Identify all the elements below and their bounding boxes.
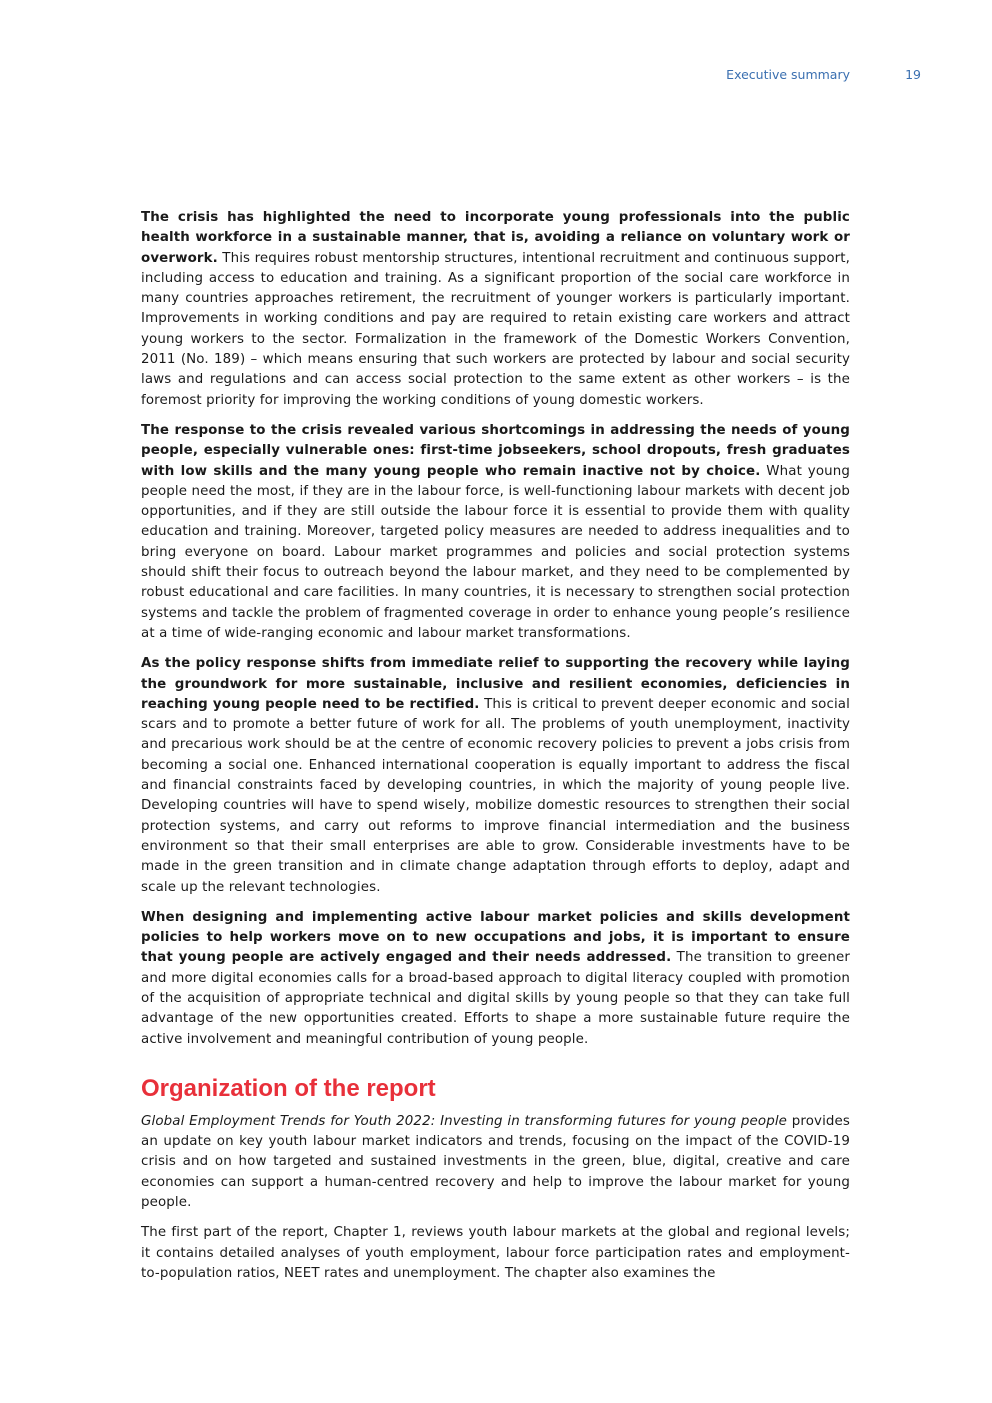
paragraph-public-health-workforce [141,208,850,411]
paragraph-report-intro [141,1112,850,1213]
paragraph-lead: The crisis has highlighted the need to incorporate young professionals into the public health workforce in a sustainable manner, that is, avoiding a reliance on voluntary work or overwork. [141,210,850,266]
header-section-title: Executive summary [726,67,850,82]
paragraph-body: What young people need the most, if they are in the labour force, is well-functioning labour markets with decent job opportunities, and if they are still outside the labour force it is essential to provide them with quality education and training. Moreover, targeted policy measures are needed to address inequalities and to bring everyone on board. Labour market programmes and policies and social protection systems should shift their focus to outreach beyond the labour market, and they need to be complemented by robust educational and care facilities. In many countries, it is necessary to strengthen social protection systems and tackle the problem of fragmented coverage in order to enhance young people’s resilience at a time of wide-ranging economic and labour market transformations. [141,463,850,641]
paragraph-body: provides an update on key youth labour market indicators and trends, focusing on the impact of the COVID-19 crisis and on how targeted and sustained investments in the green, blue, digital, creative and care economies can support a human-centred recovery and help to improve the labour market for young people. [141,1113,850,1211]
paragraph-lead: As the policy response shifts from immediate relief to supporting the recovery while laying the groundwork for more sustainable, inclusive and resilient economies, deficiencies in reaching young people need to be rectified. [141,656,850,712]
paragraph-body: The transition to greener and more digital economies calls for a broad-based approach to digital literacy coupled with promotion of the acquisition of appropriate technical and digital skills by young people so that they can take full advantage of the new opportunities created. Efforts to shape a more sustainable future require the active involvement and meaningful contribution of young people. [141,950,850,1047]
report-title: Global Employment Trends for Youth 2022: Investing in transforming futures for young people [141,1113,788,1129]
page-number: 19 [905,67,921,82]
paragraph-labour-market-policies [141,908,850,1050]
main-content [141,208,850,1294]
paragraph-crisis-response [141,421,850,644]
paragraph-policy-response [141,654,850,898]
running-header [0,67,992,85]
paragraph-report-part-one: The first part of the report, Chapter 1, reviews youth labour markets at the global and regional levels; it contains detailed analyses of youth employment, labour force participation rates and employment-to-population ratios, NEET rates and unemployment. The chapter also examines the [141,1225,850,1281]
paragraph-body: This requires robust mentorship structures, intentional recruitment and continuous support, including access to education and training. As a significant proportion of the social care workforce in many countries approaches retirement, the recruitment of younger workers is particularly important. Improvements in working conditions and pay are required to retain existing care workers and attract young workers to the sector. Formalization in the framework of the Domestic Workers Convention, 2011 (No. 189) – which means ensuring that such workers are protected by labour and social security laws and regulations and can access social protection to the same extent as other workers – is the foremost priority for improving the working conditions of young domestic workers. [141,250,850,408]
paragraph-lead: When designing and implementing active labour market policies and skills development policies to help workers move on to new occupations and jobs, it is important to ensure that young people are actively engaged and their needs addressed. [141,909,850,966]
section-heading: Organization of the report [141,1074,436,1102]
paragraph-body: This is critical to prevent deeper economic and social scars and to promote a better future of work for all. The problems of youth unemployment, inactivity and precarious work should be at the centre of economic recovery policies to prevent a jobs crisis from becoming a social one. Enhanced international cooperation is equally important to address the fiscal and financial constraints faced by developing countries, in which the majority of young people live. Developing countries will have to spend wisely, mobilize domestic resources to strengthen their social protection systems, and carry out reforms to improve financial intermediation and the business environment so that their small enterprises are able to grow. Considerable investments have to be made in the green transition and in climate change adaptation through efforts to deploy, adapt and scale up the relevant technologies. [141,696,850,895]
paragraph-lead: The response to the crisis revealed various shortcomings in addressing the needs of young people, especially vulnerable ones: first-time jobseekers, school dropouts, fresh graduates with low skills and the many young people who remain inactive not by choice. [141,422,850,479]
